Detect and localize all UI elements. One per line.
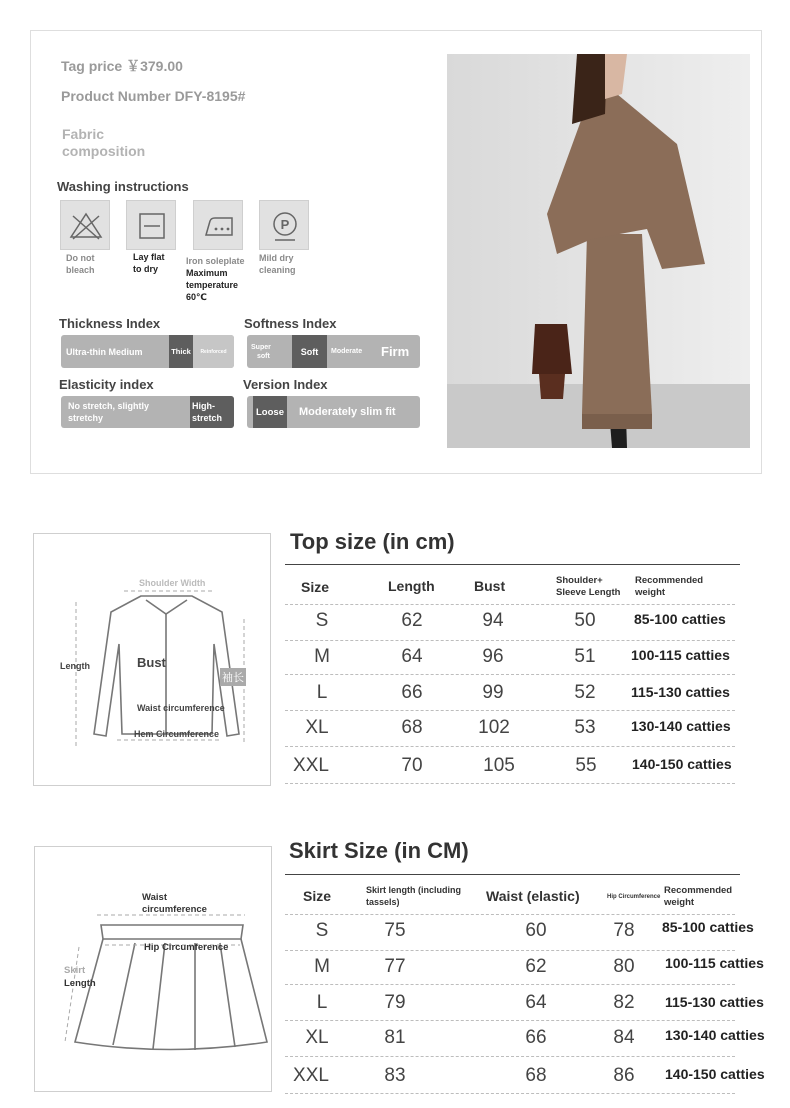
elasticity-option-no-stretch: No stretch, slightly stretchy: [68, 401, 150, 423]
skirt-cell-hip: 78: [613, 920, 635, 941]
skirt-row-divider: [285, 950, 735, 951]
skirt-cell-weight: 140-150 catties: [665, 1066, 765, 1082]
skirt-cell-weight: 115-130 catties: [665, 994, 764, 1010]
top-header-weight: Recommended weight: [635, 575, 704, 598]
skirt-header-length: Skirt length (including tassels): [366, 885, 461, 907]
top-cell-shoulder: 50: [574, 610, 596, 631]
top-cell-weight: 115-130 catties: [631, 684, 730, 700]
skirt-cell-hip: 86: [613, 1065, 635, 1086]
skirt-cell-hip: 82: [613, 992, 635, 1013]
thickness-bar: [61, 335, 234, 368]
top-cell-size: M: [314, 646, 330, 667]
top-header-shoulder-sleeve: Shoulder+ Sleeve Length: [556, 575, 621, 598]
bust-label: Bust: [137, 655, 166, 670]
skirt-table-rule: [285, 874, 740, 875]
skirt-row-divider: [285, 1093, 735, 1094]
skirt-cell-hip: 84: [613, 1027, 635, 1048]
skirt-cell-length: 83: [384, 1065, 406, 1086]
skirt-measurement-diagram: [34, 846, 272, 1092]
top-row-divider: [285, 746, 735, 747]
skirt-cell-size: L: [316, 992, 328, 1013]
top-size-title: Top size (in cm): [290, 529, 455, 554]
top-cell-shoulder: 51: [574, 646, 596, 667]
top-measurement-diagram: [33, 533, 271, 786]
top-cell-size: L: [316, 682, 328, 703]
version-option-loose: Loose: [253, 396, 287, 428]
top-cell-bust: 105: [483, 755, 515, 776]
skirt-header-waist: Waist (elastic): [486, 888, 580, 904]
top-cell-weight: 140-150 catties: [632, 756, 732, 772]
skirt-header-weight: Recommended weight: [664, 885, 733, 908]
top-cell-size: XXL: [293, 755, 329, 776]
product-photo: [447, 54, 750, 448]
top-cell-weight: 85-100 catties: [634, 611, 726, 627]
softness-option-firm: Firm: [381, 344, 410, 359]
softness-option-soft: Soft: [292, 335, 327, 368]
top-header-bust: Bust: [474, 578, 506, 594]
top-cell-weight: 100-115 catties: [631, 647, 730, 663]
skirt-cell-size: XXL: [293, 1065, 329, 1086]
softness-bar: [247, 335, 420, 368]
skirt-cell-waist: 66: [525, 1027, 547, 1048]
length-label: Length: [60, 661, 90, 671]
skirt-length-label: Skirt Length: [64, 965, 96, 989]
skirt-cell-waist: 68: [525, 1065, 547, 1086]
waist-circumference-label: Waist circumference: [142, 892, 207, 915]
top-cell-bust: 96: [482, 646, 504, 667]
top-cell-length: 64: [401, 646, 423, 667]
lay-flat-label: Lay flat to dry: [133, 252, 165, 274]
top-cell-length: 62: [401, 610, 423, 631]
version-option-moderately-slim: Moderately slim fit: [299, 406, 396, 418]
thickness-option-ultrathin-medium: Ultra-thin Medium: [66, 346, 143, 357]
iron-label: Iron soleplate Maximum temperature 60℃: [186, 256, 245, 302]
top-cell-size: S: [315, 610, 329, 631]
skirt-row-divider: [285, 914, 735, 915]
skirt-cell-length: 77: [384, 956, 406, 977]
skirt-cell-weight: 85-100 catties: [662, 919, 754, 935]
softness-option-super-soft: Super soft: [251, 343, 271, 360]
softness-title: Softness Index: [244, 316, 337, 331]
top-row-divider: [285, 710, 735, 711]
svg-text:P: P: [280, 217, 290, 232]
top-cell-bust: 102: [478, 717, 510, 738]
skirt-cell-size: XL: [305, 1027, 329, 1048]
top-row-divider: [285, 604, 735, 605]
top-header-size: Size: [301, 579, 330, 595]
top-row-divider: [285, 783, 735, 784]
top-row-divider: [285, 640, 735, 641]
no-bleach-icon: [60, 200, 110, 250]
thickness-option-thick: Thick: [169, 335, 193, 368]
skirt-cell-size: M: [314, 956, 330, 977]
skirt-cell-length: 79: [384, 992, 406, 1013]
skirt-cell-hip: 80: [613, 956, 635, 977]
waist-circumference-label: Waist circumference: [137, 703, 225, 713]
top-cell-size: XL: [305, 717, 329, 738]
top-cell-bust: 99: [482, 682, 504, 703]
thickness-title: Thickness Index: [59, 316, 161, 331]
hem-circumference-label: Hem Circumference: [134, 729, 220, 739]
skirt-cell-waist: 62: [525, 956, 547, 977]
thickness-option-reinforced: Reinforced: [193, 335, 234, 368]
washing-title: Washing instructions: [57, 179, 189, 194]
skirt-size-title: Skirt Size (in CM): [289, 838, 469, 863]
skirt-row-divider: [285, 1056, 735, 1057]
top-cell-length: 70: [401, 755, 423, 776]
version-bar: [247, 396, 420, 428]
iron-icon: [193, 200, 243, 250]
skirt-cell-waist: 64: [525, 992, 547, 1013]
elasticity-bar: [61, 396, 234, 428]
elasticity-option-high-stretch: High- stretch: [190, 396, 234, 428]
no-bleach-label: Do not bleach: [66, 253, 95, 275]
skirt-cell-size: S: [315, 920, 329, 941]
top-cell-bust: 94: [482, 610, 504, 631]
sleeve-length-label: 袖长: [220, 668, 246, 686]
softness-option-moderate: Moderate: [331, 348, 363, 355]
lay-flat-dry-icon: [126, 200, 176, 250]
top-row-divider: [285, 674, 735, 675]
product-number: Product Number DFY-8195#: [61, 88, 246, 104]
skirt-cell-weight: 130-140 catties: [665, 1027, 765, 1043]
shoulder-width-label: Shoulder Width: [139, 578, 206, 588]
top-cell-length: 66: [401, 682, 423, 703]
top-header-length: Length: [388, 578, 435, 594]
skirt-row-divider: [285, 984, 735, 985]
skirt-cell-waist: 60: [525, 920, 547, 941]
top-cell-shoulder: 55: [575, 755, 597, 776]
top-cell-shoulder: 53: [574, 717, 596, 738]
top-cell-shoulder: 52: [574, 682, 596, 703]
elasticity-title: Elasticity index: [59, 377, 154, 392]
fabric-composition-label: Fabric composition: [62, 126, 146, 159]
skirt-cell-length: 81: [384, 1027, 406, 1048]
top-cell-length: 68: [401, 717, 423, 738]
top-cell-weight: 130-140 catties: [631, 718, 731, 734]
mild-dry-label: Mild dry cleaning: [259, 253, 296, 275]
skirt-header-size: Size: [303, 888, 332, 904]
hip-circumference-label: Hip Circumference: [144, 942, 229, 953]
skirt-cell-length: 75: [384, 920, 406, 941]
mild-dry-clean-icon: [259, 200, 309, 250]
skirt-cell-weight: 100-115 catties: [665, 955, 764, 971]
skirt-row-divider: [285, 1020, 735, 1021]
top-table-rule: [285, 564, 740, 565]
version-title: Version Index: [243, 377, 328, 392]
skirt-header-hip: Hip Circumference: [607, 894, 661, 900]
tag-price: Tag price ￥379.00: [61, 58, 183, 74]
